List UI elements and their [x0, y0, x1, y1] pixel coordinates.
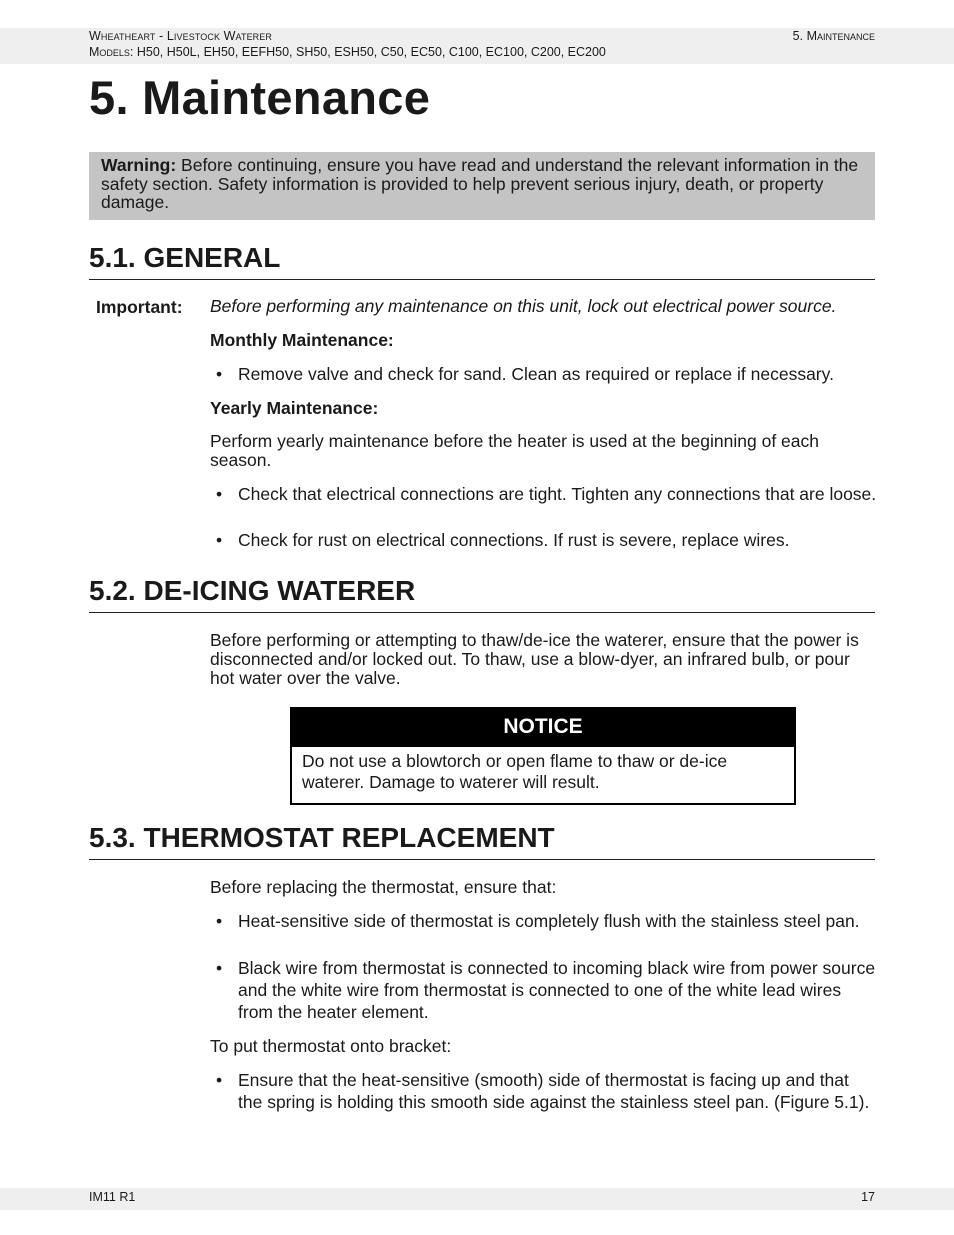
list-item-text: Heat-sensitive side of thermostat is completely flush with the stainless steel pan. [238, 911, 860, 931]
list-item-text: Black wire from thermostat is connected to incoming black wire from power source and the white wire from thermostat is connected to one of the white lead wires from the heater element. [238, 958, 876, 1022]
important-text: Before performing any maintenance on this unit, lock out electrical power source. [210, 296, 837, 316]
bullet-icon: • [216, 530, 223, 550]
footer-page-number: 17 [861, 1190, 875, 1204]
header-models-label: Models: [89, 45, 134, 59]
monthly-label: Monthly Maintenance: [210, 330, 394, 350]
page-title: 5. Maintenance [89, 71, 431, 124]
header-section: 5. Maintenance [792, 29, 875, 43]
list-item-text: Ensure that the heat-sensitive (smooth) side of thermostat is facing up and that the spring is holding this smooth side against the stainless steel pan. (Figure 5.1). [238, 1070, 870, 1112]
list-item-text: Remove valve and check for sand. Clean as required or replace if necessary. [238, 364, 834, 384]
important-label: Important: [96, 297, 183, 317]
page-header [0, 28, 954, 64]
warning-label: Warning: [101, 155, 177, 175]
list-item-text: Check that electrical connections are tight. Tighten any connections that are loose. [238, 484, 877, 504]
list-item-text: Check for rust on electrical connections. If rust is severe, replace wires. [238, 530, 790, 550]
yearly-label: Yearly Maintenance: [210, 398, 379, 418]
page-footer [0, 1188, 954, 1210]
header-models-list: H50, H50L, EH50, EEFH50, SH50, ESH50, C50, EC50, C100, EC100, C200, EC200 [133, 45, 606, 59]
header-product: Wheatheart - Livestock Waterer [89, 29, 272, 43]
bullet-icon: • [216, 484, 223, 504]
header-models [89, 45, 606, 59]
bullet-icon: • [216, 1070, 223, 1090]
deicing-text: Before performing or attempting to thaw/de-ice the waterer, ensure that the power is disconnected and/or locked out. To thaw, use a blow-dyer, an infrared bulb, or pour hot water over the valve. [210, 630, 859, 688]
footer-doc-id: IM11 R1 [89, 1190, 136, 1204]
notice-title: NOTICE [292, 709, 794, 747]
section-heading-deicing: 5.2. DE-ICING WATERER [89, 575, 875, 613]
section-heading-thermostat: 5.3. THERMOSTAT REPLACEMENT [89, 822, 875, 860]
bullet-icon: • [216, 911, 223, 931]
warning-text: Before continuing, ensure you have read and understand the relevant information in the safety section. Safety information is provided to help prevent serious injury, death, or property damage. [101, 155, 859, 212]
thermostat-intro: Before replacing the thermostat, ensure that: [210, 877, 557, 897]
notice-text: Do not use a blowtorch or open flame to thaw or de-ice waterer. Damage to waterer will result. [302, 751, 728, 792]
bracket-intro: To put thermostat onto bracket: [210, 1036, 452, 1056]
warning-box [89, 152, 875, 220]
section-heading-general: 5.1. GENERAL [89, 242, 875, 280]
notice-box [290, 707, 796, 805]
yearly-text: Perform yearly maintenance before the heater is used at the beginning of each season. [210, 431, 819, 470]
bullet-icon: • [216, 364, 223, 384]
bullet-icon: • [216, 958, 223, 978]
